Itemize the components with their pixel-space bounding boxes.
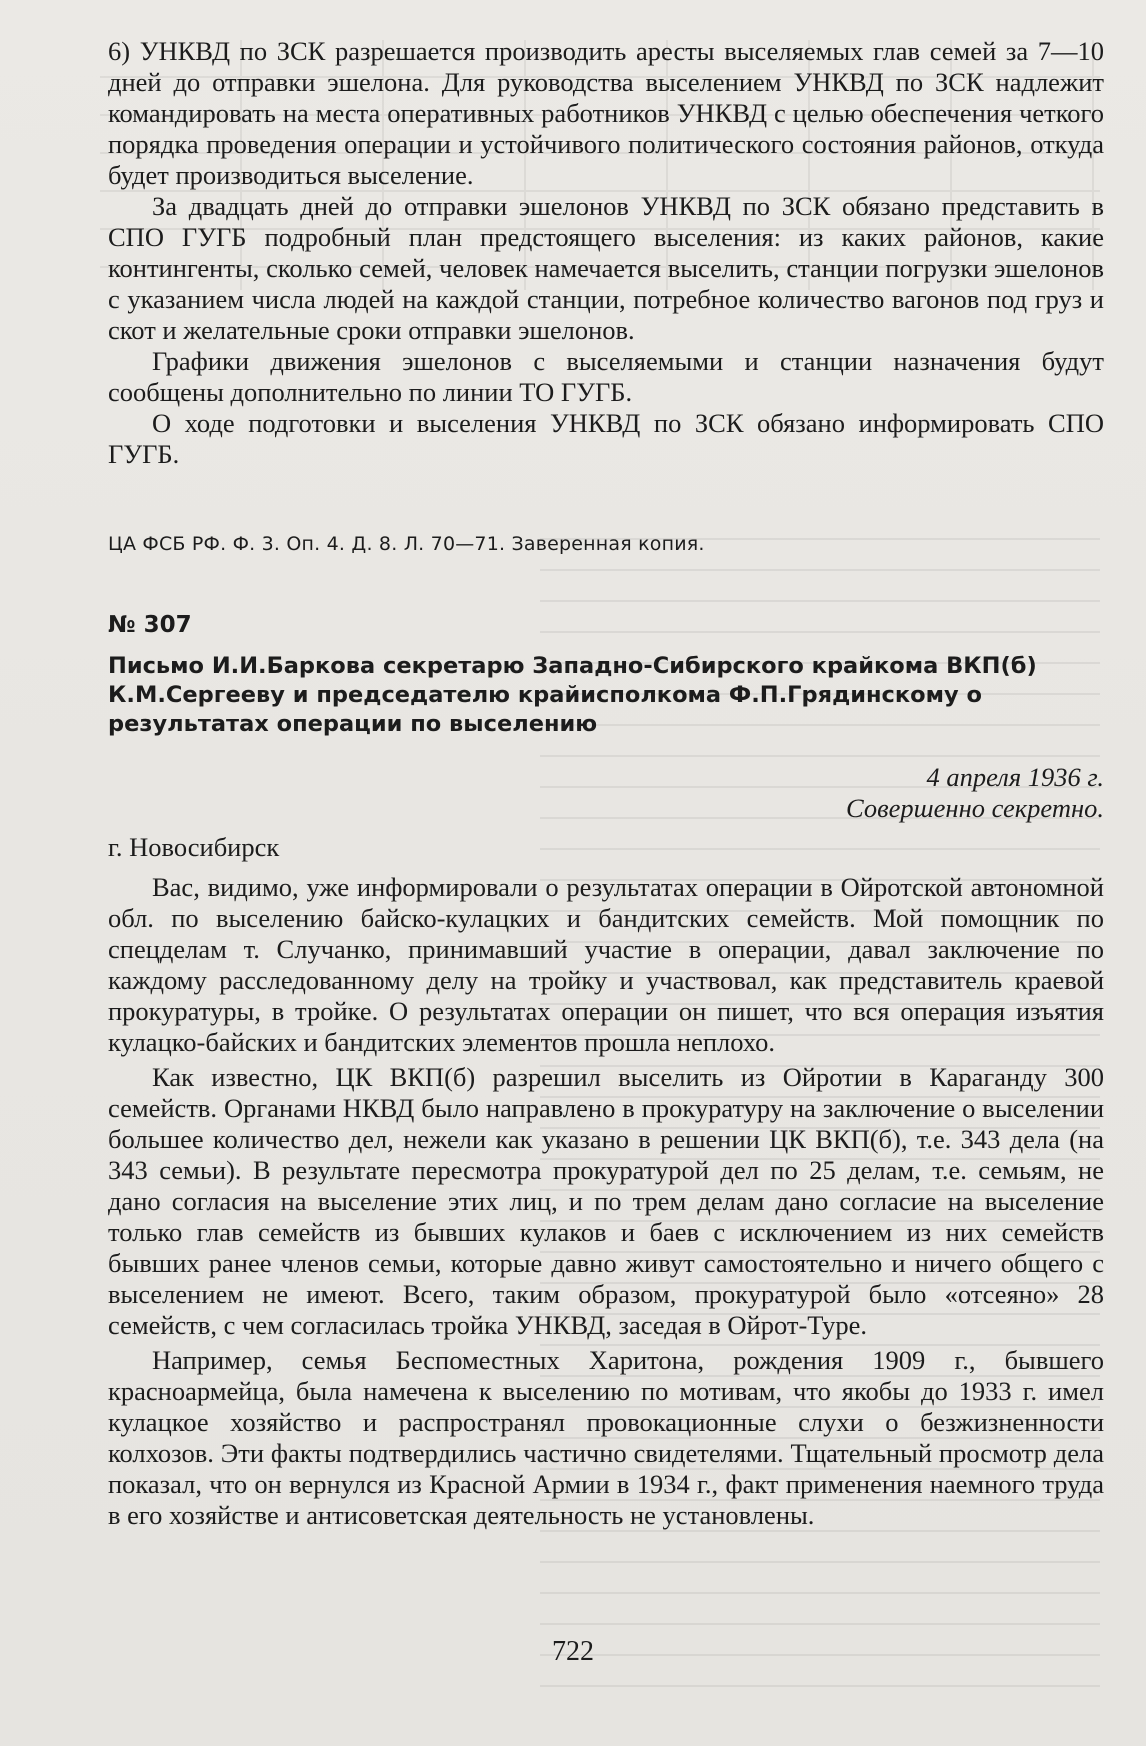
letter-body bbox=[108, 872, 1104, 1535]
document-title: Письмо И.И.Баркова секретарю Западно-Сибирского крайкома ВКП(б) К.М.Сергееву и председателю крайисполкома Ф.П.Грядинскому о результатах операции по выселению bbox=[108, 653, 1037, 737]
paragraph: Например, семья Беспоместных Харитона, рождения 1909 г., бывшего красноармейца, была намечена к выселению по мотивам, что якобы до 1933 г. имел кулацкое хозяйство и распространял провокационные слухи о безжизненности колхозов. Эти факты подтвердились частично свидетелями. Тщательный просмотр дела показал, что он вернулся из Красной Армии в 1934 г., факт применения наемного труда в его хозяйстве и антисоветская деятельность не установлены. bbox=[108, 1345, 1104, 1530]
paragraph: За двадцать дней до отправки эшелонов УНКВД по ЗСК обязано представить в СПО ГУГБ подробный план предстоящего выселения: из каких районов, какие контингенты, сколько семей, человек намечается выселить, станции погрузки эшелонов с указанием числа людей на каждой станции, потребное количество вагонов под груз и скот и желательные сроки отправки эшелонов. bbox=[108, 191, 1104, 345]
dateline bbox=[846, 762, 1104, 824]
document-date: 4 апреля 1936 г. bbox=[926, 762, 1104, 792]
page-number: 722 bbox=[552, 1636, 594, 1667]
classification-mark: Совершенно секретно. bbox=[846, 793, 1104, 823]
paragraph: 6) УНКВД по ЗСК разрешается производить аресты выселяемых глав семей за 7—10 дней до отправки эшелона. Для руководства выселением УНКВД по ЗСК надлежит командировать на места оперативных работников УНКВД с целью обеспечения четкого порядка проведения операции и устойчивого политического состояния районов, откуда будет производиться выселение. bbox=[108, 36, 1104, 190]
continued-text bbox=[108, 36, 1104, 470]
paragraph: Как известно, ЦК ВКП(б) разрешил выселить из Ойротии в Караганду 300 семейств. Органами НКВД было направлено в прокуратуру на заключение о выселении большее количество дел, нежели как указано в решении ЦК ВКП(б), т.е. 343 дела (на 343 семьи). В результате пересмотра прокуратурой дел по 25 делам, т.е. семьям, не дано согласия на выселение этих лиц, и по трем делам дано согласие на выселение только глав семейств из бывших кулаков и баев с исключением из них семейств бывших ранее членов семьи, которые давно живут самостоятельно и ничего общего с выселением не имеют. Всего, таким образом, прокуратурой было «отсеяно» 28 семейств, с чем согласилась тройка УНКВД, заседая в Ойрот-Туре. bbox=[108, 1062, 1104, 1340]
paragraph: О ходе подготовки и выселения УНКВД по ЗСК обязано информировать СПО ГУГБ. bbox=[108, 408, 1104, 469]
document-place: г. Новосибирск bbox=[108, 832, 280, 862]
paragraph: Графики движения эшелонов с выселяемыми и станции назначения будут сообщены дополнительно по линии ТО ГУГБ. bbox=[108, 346, 1104, 407]
document-number: № 307 bbox=[108, 612, 192, 638]
archival-source: ЦА ФСБ РФ. Ф. 3. Оп. 4. Д. 8. Л. 70—71. Заверенная копия. bbox=[108, 533, 705, 555]
paragraph: Вас, видимо, уже информировали о результатах операции в Ойротской автономной обл. по выселению байско-кулацких и бандитских семейств. Мой помощник по спецделам т. Случанко, принимавший участие в операции, давал заключение по каждому расследованному делу на тройку и участвовал, как представитель краевой прокуратуры, в тройке. О результатах операции он пишет, что вся операция изъятия кулацко-байских и бандитских элементов прошла неплохо. bbox=[108, 872, 1104, 1057]
